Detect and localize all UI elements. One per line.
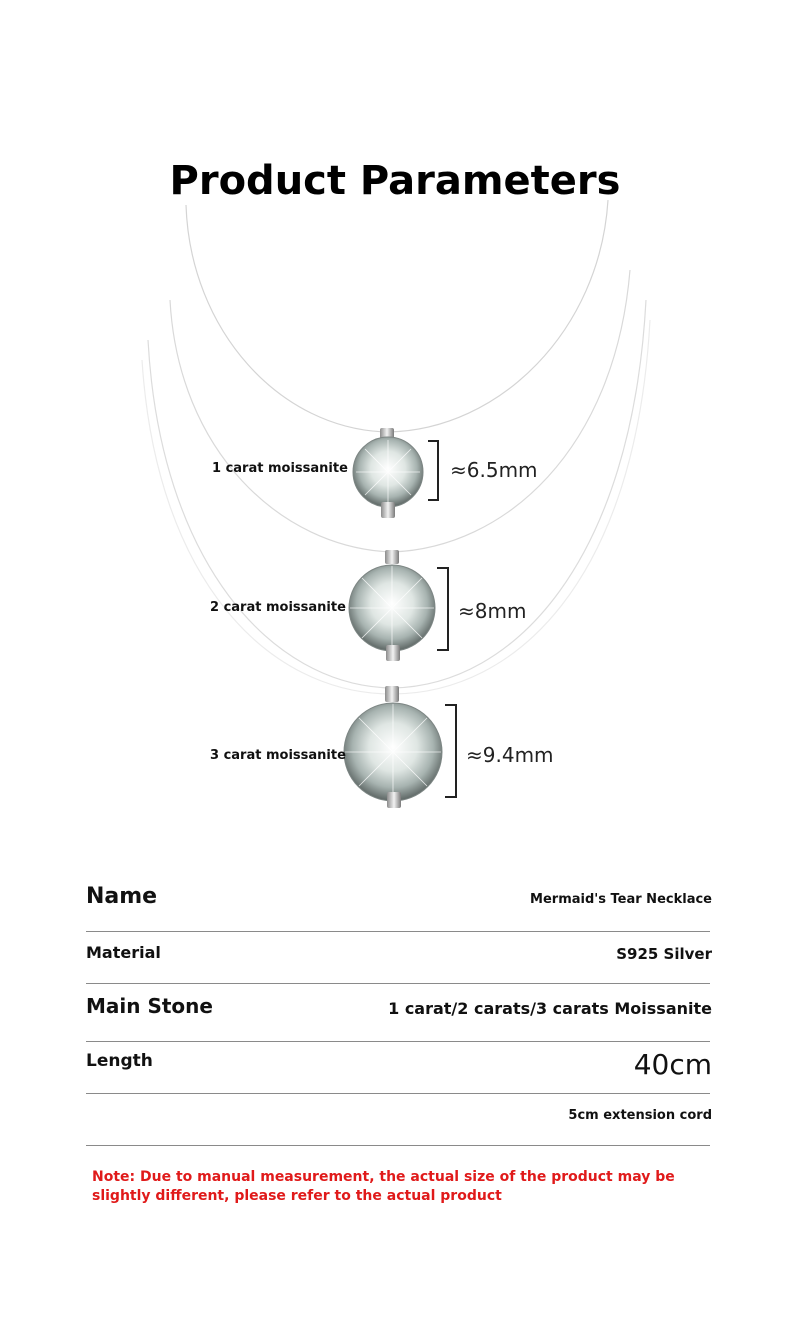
param-material-value: S925 Silver: [616, 945, 712, 963]
divider: [86, 1145, 710, 1146]
bracket-2: [437, 568, 448, 650]
divider: [86, 1041, 710, 1042]
prong-icon: [386, 645, 400, 661]
measurement-note: Note: Due to manual measurement, the actual size of the product may be slightly different, please refer to the actual product: [92, 1169, 675, 1204]
param-name-label: Name: [86, 884, 158, 909]
stone-label-2: 2 carat moissanite: [210, 600, 346, 615]
prong-icon: [387, 792, 401, 808]
chain-2: [170, 270, 630, 552]
bail-icon: [385, 550, 399, 564]
param-material-label: Material: [86, 943, 161, 962]
bracket-3: [445, 705, 456, 797]
pendant-3: [344, 686, 442, 808]
divider: [86, 983, 710, 984]
param-length-label: Length: [86, 1051, 153, 1071]
divider: [86, 1093, 710, 1094]
chain-1: [186, 200, 608, 432]
stone-size-3: ≈9.4mm: [466, 743, 554, 767]
param-name-value: Mermaid's Tear Necklace: [530, 892, 712, 907]
param-length-value: 40cm: [633, 1048, 712, 1081]
param-main-stone-value: 1 carat/2 carats/3 carats Moissanite: [388, 999, 712, 1018]
param-main-stone-label: Main Stone: [86, 994, 213, 1018]
stone-size-1: ≈6.5mm: [450, 458, 538, 482]
bail-icon: [385, 686, 399, 702]
stone-label-3: 3 carat moissanite: [210, 748, 346, 763]
bracket-1: [428, 441, 438, 500]
prong-icon: [381, 502, 395, 518]
param-extension-value: 5cm extension cord: [568, 1108, 712, 1123]
divider: [86, 931, 710, 932]
pendant-1: [353, 428, 423, 518]
stone-label-1: 1 carat moissanite: [212, 461, 348, 476]
stone-size-2: ≈8mm: [458, 599, 527, 623]
pendant-2: [349, 550, 435, 661]
page-title: Product Parameters: [169, 158, 621, 204]
